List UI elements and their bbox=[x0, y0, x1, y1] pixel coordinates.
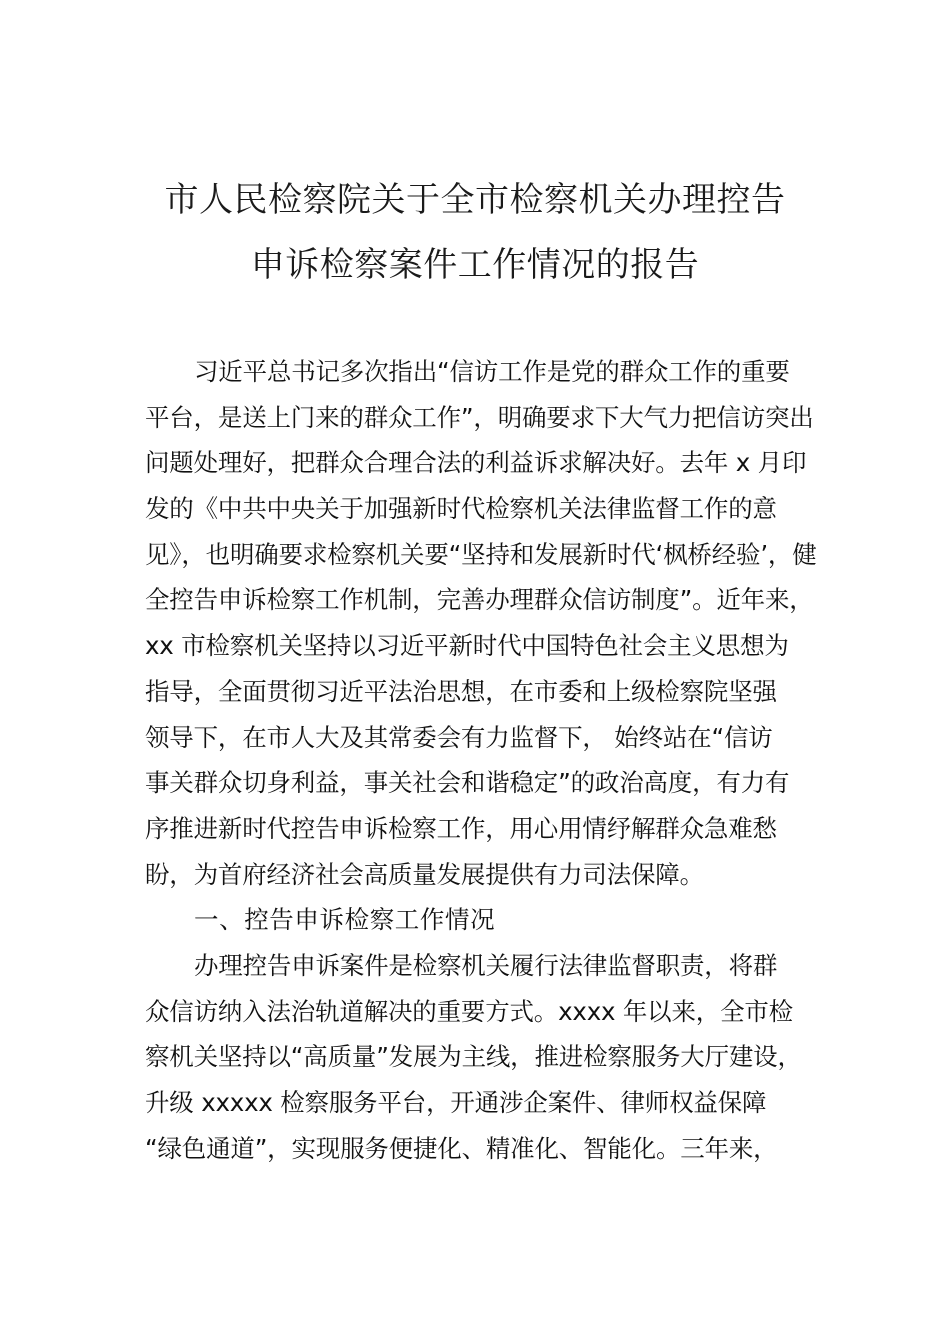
paragraph-line: 办理控告申诉案件是检察机关履行法律监督职责，将群 bbox=[194, 950, 778, 980]
paragraph-line: 全控告申诉检察工作机制，完善办理群众信访制度”。近年来， bbox=[145, 585, 814, 615]
paragraph-line: 事关群众切身利益，事关社会和谐稳定”的政治高度，有力有 bbox=[145, 768, 790, 798]
document-title-line-1: 市人民检察院关于全市检察机关办理控告 bbox=[164, 180, 786, 220]
document-body bbox=[145, 349, 835, 1171]
paragraph-line: 见》，也明确要求检察机关要“坚持和发展新时代‘枫桥经验’，健 bbox=[145, 539, 817, 569]
paragraph-line: “绿色通道”，实现服务便捷化、精准化、智能化。三年来， bbox=[145, 1133, 778, 1163]
paragraph-line: 问题处理好，把群众合理合法的利益诉求解决好。去年 x 月印 bbox=[145, 448, 807, 478]
paragraph-line: 众信访纳入法治轨道解决的重要方式。xxxx 年以来，全市检 bbox=[145, 996, 793, 1026]
paragraph-line: 领导下，在市人大及其常委会有力监督下， 始终站在“信访 bbox=[145, 722, 773, 752]
paragraph-line: 盼，为首府经济社会高质量发展提供有力司法保障。 bbox=[145, 859, 704, 889]
paragraph-line: 习近平总书记多次指出“信访工作是党的群众工作的重要 bbox=[194, 357, 790, 386]
paragraph-2 bbox=[145, 943, 835, 1171]
paragraph-line: 升级 xxxxx 检察服务平台，开通涉企案件、律师权益保障 bbox=[145, 1088, 767, 1117]
paragraph-line: xx 市检察机关坚持以习近平新时代中国特色社会主义思想为 bbox=[145, 631, 789, 661]
paragraph-line: 指导，全面贯彻习近平法治思想，在市委和上级检察院坚强 bbox=[145, 676, 777, 706]
section-1-heading: 一、控告申诉检察工作情况 bbox=[194, 905, 496, 935]
document-title-line-2: 申诉检察案件工作情况的报告 bbox=[250, 245, 700, 285]
paragraph-line: 发的《中共中央关于加强新时代检察机关法律监督工作的意 bbox=[145, 494, 777, 524]
paragraph-line: 序推进新时代控告申诉检察工作，用心用情纾解群众急难愁 bbox=[145, 813, 777, 843]
paragraph-line: 平台，是送上门来的群众工作”，明确要求下大气力把信访突出 bbox=[145, 402, 814, 432]
paragraph-line: 察机关坚持以“高质量”发展为主线，推进检察服务大厅建设， bbox=[145, 1042, 802, 1072]
paragraph-1 bbox=[145, 349, 835, 897]
